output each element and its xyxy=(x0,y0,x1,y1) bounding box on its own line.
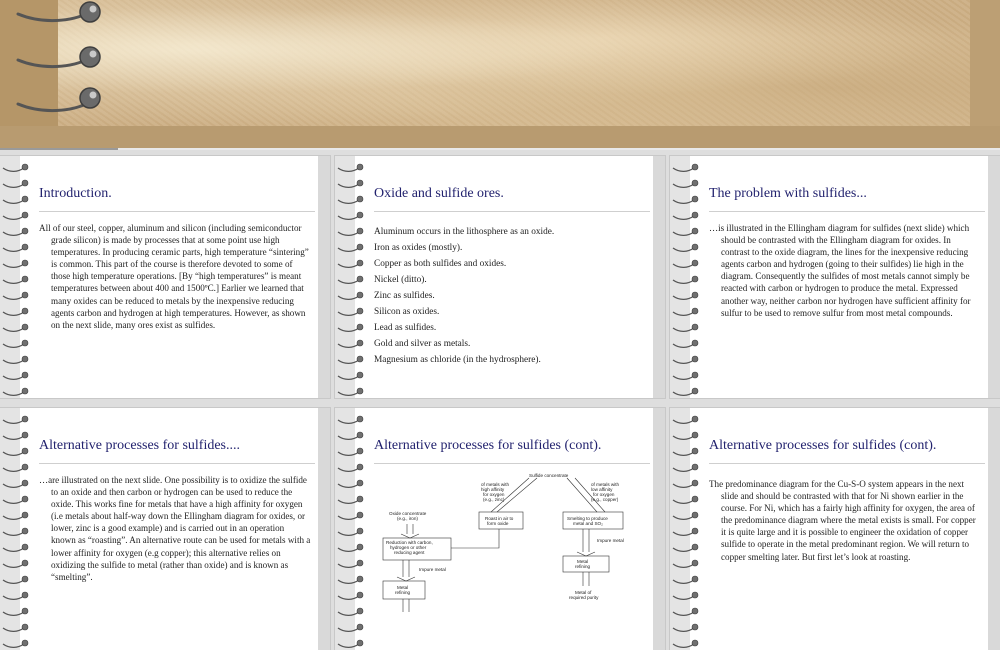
flow-right-branch-line: of metals with xyxy=(591,482,620,487)
binding-ring-icon xyxy=(673,356,698,363)
binding-ring-icon xyxy=(673,260,698,267)
binding-ring-icon xyxy=(338,576,363,583)
flow-left-branch-line: of metals with xyxy=(481,482,510,487)
binding-ring-icon xyxy=(673,432,698,439)
flow-refining-left-label: Metal xyxy=(397,585,409,590)
binding-ring-icon xyxy=(338,356,363,363)
flow-purity-label: required purity xyxy=(569,595,599,600)
slide-thumbnail-4[interactable] xyxy=(0,408,330,650)
title-divider xyxy=(374,463,650,464)
parchment-background xyxy=(58,0,970,126)
binding-ring-icon xyxy=(673,308,698,315)
binding-ring-icon xyxy=(338,544,363,551)
binding-ring-icon xyxy=(673,388,698,395)
flow-top-label: Sulfide concentrate xyxy=(529,473,569,478)
oxide-arrow xyxy=(407,524,413,534)
binding-ring-icon xyxy=(338,448,363,455)
binding-ring-icon xyxy=(338,308,363,315)
binding-ring-icon xyxy=(3,324,28,331)
reduction-arrow xyxy=(403,560,409,577)
slide-title: The problem with sulfides... xyxy=(709,186,867,201)
binding-ring-icon xyxy=(338,164,363,171)
binding-ring-icon xyxy=(338,496,363,503)
binding-ring-icon xyxy=(338,372,363,379)
slide-edge xyxy=(653,156,665,398)
binding-ring-icon xyxy=(338,624,363,631)
slide-edge xyxy=(653,408,665,650)
list-item: Iron as oxides (mostly). xyxy=(374,243,463,253)
binding-ring-icon xyxy=(673,528,698,535)
binding-ring-icon xyxy=(3,276,28,283)
flow-left-branch-line: high affinity xyxy=(481,487,505,492)
slide-edge xyxy=(988,408,1000,650)
title-divider xyxy=(39,463,315,464)
spiral-binding xyxy=(0,408,20,650)
binding-ring-icon xyxy=(3,164,28,171)
spiral-binding xyxy=(335,408,355,650)
slide-bottom-border xyxy=(0,126,1000,148)
binding-ring-icon xyxy=(3,576,28,583)
binding-ring-icon xyxy=(673,164,698,171)
binding-ring-icon xyxy=(673,340,698,347)
binding-ring-icon xyxy=(673,196,698,203)
binding-ring-icon xyxy=(673,560,698,567)
binding-ring-icon xyxy=(673,640,698,647)
body-paragraph: The predominance diagram for the Cu-S-O system appears in the next slide and should be contrasted with that for Ni shown earlier in the course. For Ni, which has a fairly high affinity for oxygen, the area of the predominance diagram where the metal exists is small. For copper it is quite large and it is possible to engineer the oxidation of copper sulfide to operate in the metal predominant region. We will return to copper smelting later. But first let’s look at roasting. xyxy=(709,479,976,562)
list-item: Nickel (ditto). xyxy=(374,275,427,285)
binding-ring-icon xyxy=(338,432,363,439)
selection-indicator xyxy=(0,148,118,150)
list-item: Lead as sulfides. xyxy=(374,323,437,333)
binding-ring-icon xyxy=(338,560,363,567)
binding-ring-icon xyxy=(338,324,363,331)
body-paragraph: …are illustrated on the next slide. One possibility is to oxidize the sulfide to an oxide and then carbon or hydrogen can be used to reduce the oxide. This works fine for metals that have a high affinity for oxygen (i.e metals about half-way down the Ellingham diagram for oxides, or lower, zinc is a good example) and is carried out in an operation known as “roasting”. An alternative route can be used for metals with a lower affinity for oxygen (e.g copper); this alternative relies on oxidizing the sulfide to metal (rather than oxide) and is known as “smelting”. xyxy=(39,475,311,582)
slide-title: Alternative processes for sulfides (cont). xyxy=(709,438,937,453)
binding-ring-icon xyxy=(673,244,698,251)
binding-ring-icon xyxy=(3,388,28,395)
binding-ring-icon xyxy=(3,292,28,299)
slide-thumbnail-6[interactable] xyxy=(670,408,1000,650)
binding-ring-icon xyxy=(673,228,698,235)
binding-ring-icon xyxy=(338,244,363,251)
binding-ring-icon xyxy=(338,180,363,187)
flow-oxide-label: Oxide concentrate xyxy=(389,511,427,516)
binding-ring-icon xyxy=(338,276,363,283)
slide-title: Oxide and sulfide ores. xyxy=(374,186,504,201)
binding-ring-icon xyxy=(3,432,28,439)
binding-ring-icon xyxy=(673,372,698,379)
binding-ring-icon xyxy=(3,180,28,187)
smelting-arrow-head xyxy=(577,552,595,556)
slide-body xyxy=(39,474,311,583)
body-paragraph: …is illustrated in the Ellingham diagram for sulfides (next slide) which should be contrasted with the Ellingham diagram for oxides. In contrast to the oxide diagram, the lines for the inexpensive reducing agents carbon and hydrogen (going to their sulfides) lie high in the diagram. Consequently the sulfides of most metals cannot simply be reacted with carbon or hydrogen to produce the metal. Expressed another way, neither carbon nor hydrogen have sufficient affinity for sulfur to be used to remove sulfur from most metal compounds. xyxy=(709,223,971,318)
slide-title: Introduction. xyxy=(39,186,112,201)
binding-ring-icon xyxy=(3,212,28,219)
binding-ring-icon xyxy=(3,640,28,647)
binding-ring-icon xyxy=(673,276,698,283)
binding-ring-icon xyxy=(673,624,698,631)
slide-title: Alternative processes for sulfides.... xyxy=(39,438,240,453)
binding-ring-icon xyxy=(673,416,698,423)
slide-edge xyxy=(988,156,1000,398)
flow-right-branch-line: (e.g., copper) xyxy=(591,497,619,502)
binding-ring-icon xyxy=(338,228,363,235)
binding-ring-icon xyxy=(3,196,28,203)
process-flowchart xyxy=(379,472,649,612)
binding-ring-icon xyxy=(3,356,28,363)
list-item: Copper as both sulfides and oxides. xyxy=(374,259,507,269)
binding-ring-icon xyxy=(338,388,363,395)
flow-refining-left-label: refining xyxy=(395,590,411,595)
spiral-binding xyxy=(0,156,20,398)
binding-ring-icon xyxy=(3,464,28,471)
binding-ring-icon xyxy=(3,512,28,519)
binding-ring-icon xyxy=(3,480,28,487)
binding-ring-icon xyxy=(3,308,28,315)
list-item: Silicon as oxides. xyxy=(374,307,440,317)
binding-ring-icon xyxy=(3,624,28,631)
slide-thumbnail-2[interactable] xyxy=(335,156,665,398)
title-divider xyxy=(709,211,985,212)
binding-ring-icon xyxy=(3,416,28,423)
flow-refining-right-label: refining xyxy=(575,564,591,569)
binding-ring-icon xyxy=(3,608,28,615)
binding-ring-icon xyxy=(338,464,363,471)
binding-ring-icon xyxy=(338,196,363,203)
spiral-binding-rings xyxy=(12,0,112,120)
flow-oxide-label: (e.g., iron) xyxy=(397,516,418,521)
flow-smelting-label: metal and SO₂ xyxy=(573,521,603,526)
slide-body xyxy=(39,222,311,331)
spiral-binding xyxy=(335,156,355,398)
slide-edge xyxy=(318,156,330,398)
flow-roast-label: Roast in air to xyxy=(485,516,514,521)
binding-ring-icon xyxy=(673,464,698,471)
flow-roast-label: form oxide xyxy=(487,521,509,526)
binding-ring-icon xyxy=(338,640,363,647)
slide-body xyxy=(374,224,646,368)
list-item: Zinc as sulfides. xyxy=(374,291,435,301)
list-item: Aluminum occurs in the lithosphere as an oxide. xyxy=(374,227,555,237)
binding-ring-icon xyxy=(673,608,698,615)
flow-refining-right-label: Metal xyxy=(577,559,589,564)
binding-ring-icon xyxy=(3,560,28,567)
binding-ring-icon xyxy=(338,512,363,519)
binding-ring-icon xyxy=(338,480,363,487)
binding-ring-icon xyxy=(338,260,363,267)
body-paragraph: All of our steel, copper, aluminum and silicon (including semiconductor grade silicon) is made by processes that at some point use high temperatures. In producing ceramic parts, high temperature “sintering” is common. This part of the course is therefore devoted to some of those high temperature operations. [By “high temperatures” is meant temperatures between about 400 and 1500ºC.] Earlier we learned that many oxides can be reduced to metals by the inexpensive reducing agents carbon and hydrogen at high temperatures. However, as shown on the next slide, many ores exist as sulfides. xyxy=(39,223,309,330)
slide-thumbnail-5[interactable] xyxy=(335,408,665,650)
binding-ring-icon xyxy=(673,544,698,551)
flow-right-branch-line: low affinity xyxy=(591,487,613,492)
flow-impure-metal-right: Impure metal xyxy=(597,538,624,543)
binding-ring-icon xyxy=(338,416,363,423)
flow-reduction-label: reducing agent xyxy=(394,550,425,555)
binding-ring-icon xyxy=(338,608,363,615)
roast-to-reduction-arrow xyxy=(451,529,499,548)
spiral-binding xyxy=(670,156,690,398)
flow-impure-metal-left: Impure metal xyxy=(419,567,446,572)
slide-body xyxy=(709,222,981,319)
oxide-arrow-head xyxy=(401,534,419,538)
flow-purity-label: Metal of xyxy=(575,590,592,595)
binding-ring-icon xyxy=(673,480,698,487)
binding-ring-icon xyxy=(3,592,28,599)
binding-ring-icon xyxy=(673,324,698,331)
flow-reduction-label: hydrogen or other xyxy=(390,545,427,550)
slide-body xyxy=(709,478,981,563)
binding-ring-icon xyxy=(3,228,28,235)
binding-ring-icon xyxy=(338,592,363,599)
binding-ring-icon xyxy=(338,292,363,299)
binding-ring-icon xyxy=(338,528,363,535)
binding-ring-icon xyxy=(673,448,698,455)
binding-ring-icon xyxy=(3,544,28,551)
refining-arrow xyxy=(583,572,589,586)
binding-ring-icon xyxy=(673,512,698,519)
slide-title: Alternative processes for sulfides (cont). xyxy=(374,438,602,453)
binding-ring-icon xyxy=(3,528,28,535)
binding-ring-icon xyxy=(3,340,28,347)
reduction-arrow-head xyxy=(397,577,415,581)
binding-ring-icon xyxy=(3,496,28,503)
binding-ring-icon xyxy=(673,212,698,219)
slide-thumbnail-1[interactable] xyxy=(0,156,330,398)
spiral-binding xyxy=(670,408,690,650)
binding-ring-icon xyxy=(673,180,698,187)
flow-right-branch-line: for oxygen xyxy=(593,492,615,497)
flow-reduction-label: Reduction with carbon, xyxy=(386,540,433,545)
current-slide-preview[interactable] xyxy=(0,0,1000,148)
smelting-arrow xyxy=(583,529,589,552)
flow-left-branch-line: (e.g., zinc) xyxy=(483,497,505,502)
list-item: Gold and silver as metals. xyxy=(374,339,471,349)
binding-ring-icon xyxy=(3,260,28,267)
binding-ring-icon xyxy=(3,372,28,379)
list-item: Magnesium as chloride (in the hydrosphere). xyxy=(374,355,541,365)
binding-ring-icon xyxy=(338,340,363,347)
bullet-list xyxy=(374,224,646,368)
flow-smelting-label: Smelting to produce xyxy=(567,516,608,521)
slide-edge xyxy=(318,408,330,650)
binding-ring-icon xyxy=(673,292,698,299)
binding-ring-icon xyxy=(673,576,698,583)
title-divider xyxy=(374,211,650,212)
binding-ring-icon xyxy=(673,496,698,503)
title-divider xyxy=(39,211,315,212)
refining-left-arrow xyxy=(403,599,409,612)
title-divider xyxy=(709,463,985,464)
flow-left-branch-line: for oxygen xyxy=(483,492,505,497)
binding-ring-icon xyxy=(338,212,363,219)
binding-ring-icon xyxy=(3,448,28,455)
slide-thumbnail-3[interactable] xyxy=(670,156,1000,398)
binding-ring-icon xyxy=(3,244,28,251)
binding-ring-icon xyxy=(673,592,698,599)
